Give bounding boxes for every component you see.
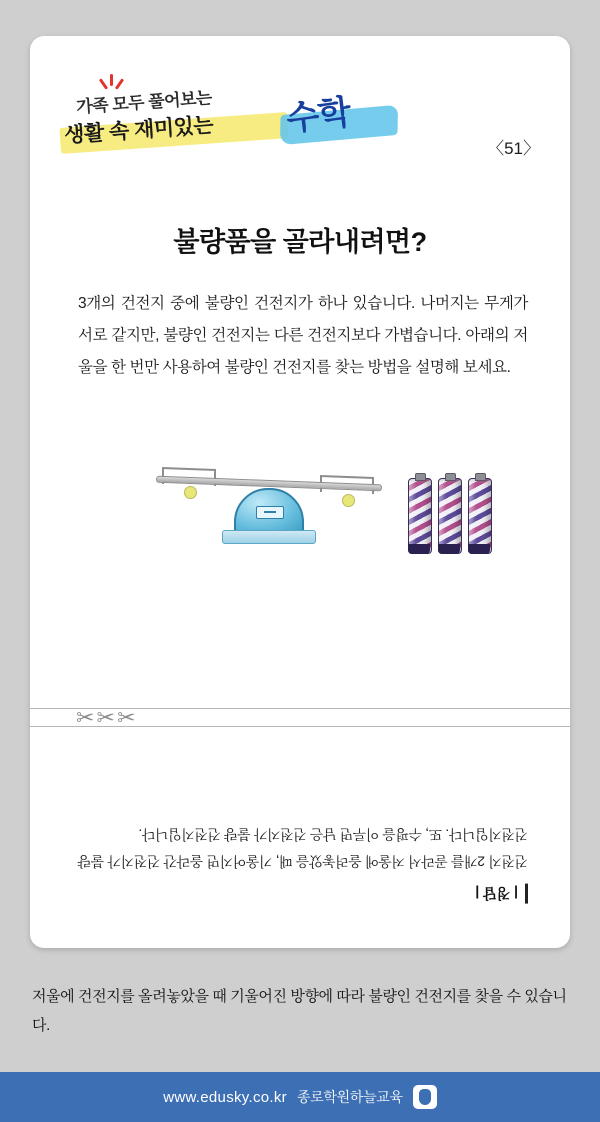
battery-icon <box>468 478 492 554</box>
balance-scale-icon <box>148 456 388 566</box>
battery-icon <box>438 478 462 554</box>
app-badge-icon <box>413 1085 437 1109</box>
scissors-icon: ✂ ✂ ✂ <box>76 705 134 730</box>
logo-line-1: 가족 모두 풀어보는 <box>75 88 213 117</box>
answer-text: 건전지 2개를 골라서 저울에 올려놓았을 때, 기울어지면 올라간 건전지가 불량 건전지입니다. 또, 수평을 이루면 남은 건전지가 불량 건전지입니다. <box>78 826 528 870</box>
page-title: 불량품을 골라내려면? <box>173 227 427 257</box>
page-number: 〈51〉 <box>487 139 540 158</box>
logo <box>54 58 374 168</box>
answer-label: | 정답 | <box>475 884 528 904</box>
question-text: 3개의 건전지 중에 불량인 건전지가 하나 있습니다. 나머지는 무게가 서로 같지만, 불량인 건전지는 다른 건전지보다 가볍습니다. 아래의 저울을 한 번만 사용하여 불량인 건전지를 찾는 방법을 설명해 보세요. <box>78 295 528 376</box>
bottom-note: 저울에 건전지를 올려놓았을 때 기울어진 방향에 따라 불량인 건전지를 찾을 수 있습니다. <box>32 988 567 1035</box>
battery-group-icon <box>408 466 518 556</box>
answer-block <box>78 820 528 904</box>
logo-line-2: 생활 속 재미있는 <box>63 113 214 148</box>
worksheet-card <box>30 36 570 948</box>
battery-icon <box>408 478 432 554</box>
footer-url[interactable]: www.edusky.co.kr <box>163 1088 287 1106</box>
footer-bar <box>0 1072 600 1122</box>
logo-math-word: 수학 <box>284 93 353 139</box>
footer-brand: 종로학원하늘교육 <box>296 1089 403 1105</box>
illustration <box>78 456 528 586</box>
